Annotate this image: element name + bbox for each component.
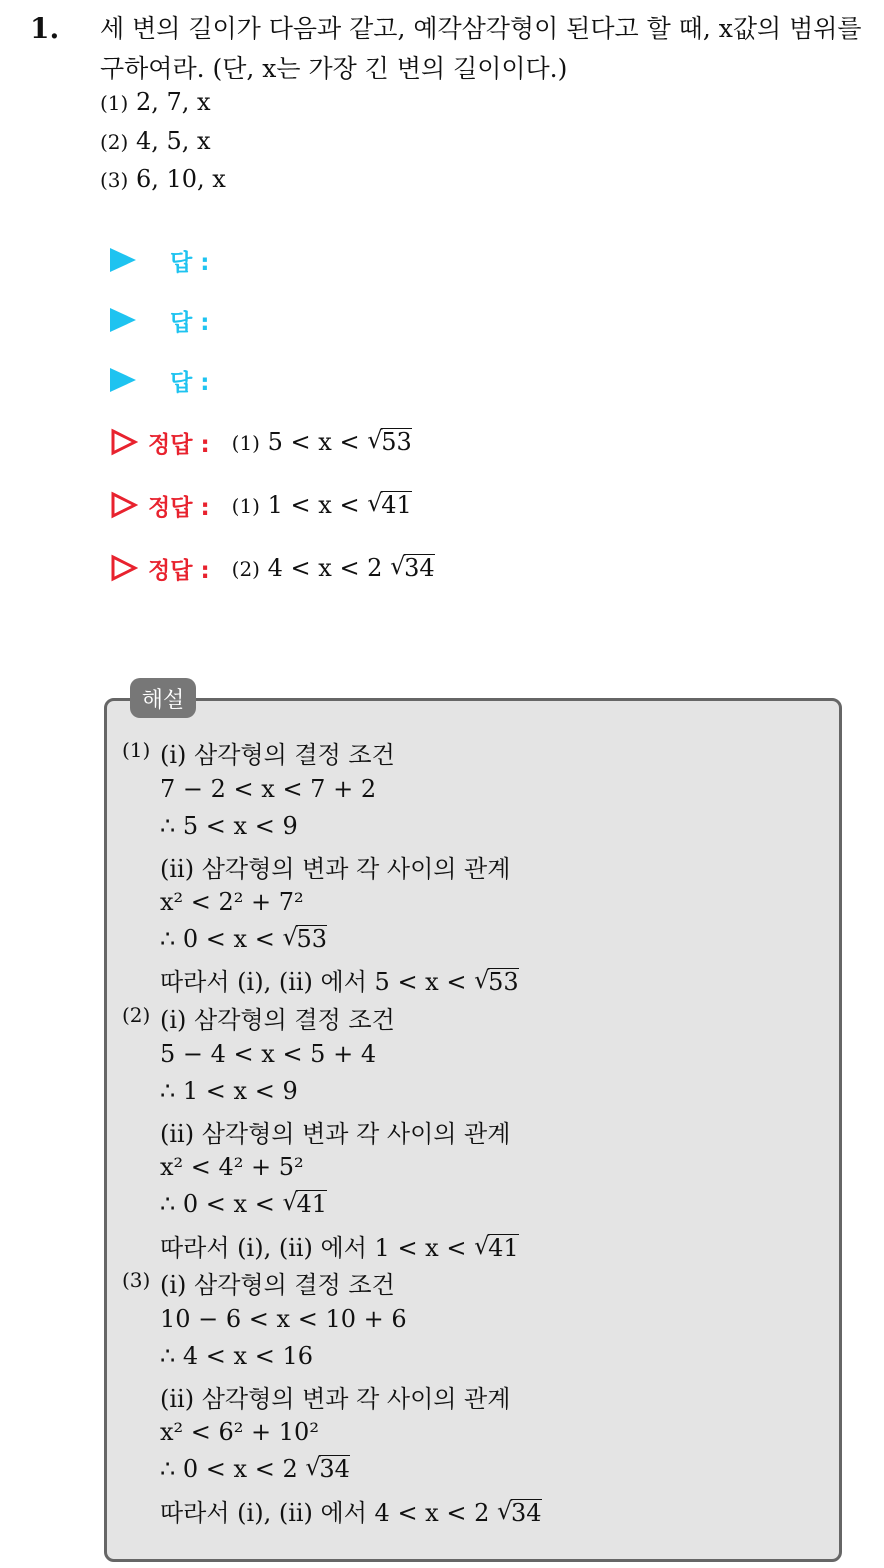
- solution-line: x² < 4² + 5²: [160, 1153, 304, 1181]
- solution-line: (ii) 삼각형의 변과 각 사이의 관계: [160, 1120, 511, 1148]
- solution-line: (i) 삼각형의 결정 조건: [160, 1271, 395, 1299]
- outline-triangle-icon: [110, 491, 138, 519]
- solution-line: 따라서 (i), (ii) 에서 5 < x < √ 53: [160, 962, 519, 997]
- solution-line: 7 − 2 < x < 7 + 2: [160, 775, 377, 803]
- solution-line: (ii) 삼각형의 변과 각 사이의 관계: [160, 1385, 511, 1413]
- question-item-1: (1) 2, 7, x: [100, 88, 211, 116]
- answer-row-2[interactable]: [110, 300, 209, 340]
- solution-line: ∴ 0 < x < √ 41: [160, 1190, 327, 1218]
- solution-line: 5 − 4 < x < 5 + 4: [160, 1040, 377, 1068]
- outline-triangle-icon: [110, 554, 138, 582]
- question-item-3: (3) 6, 10, x: [100, 165, 226, 193]
- solution-line: ∴ 1 < x < 9: [160, 1077, 298, 1105]
- play-triangle-icon: [110, 308, 136, 332]
- solution-line: (i) 삼각형의 결정 조건: [160, 1006, 395, 1034]
- solution-line: 10 − 6 < x < 10 + 6: [160, 1305, 407, 1333]
- solution-part-number: (1): [122, 738, 151, 762]
- answer-label: 답 :: [170, 369, 210, 396]
- answer-label: 답 :: [170, 249, 210, 276]
- correct-answer-2: 정답 : (1) 1 < x < √ 41: [110, 485, 412, 525]
- outline-triangle-icon: [110, 428, 138, 456]
- solution-line: 따라서 (i), (ii) 에서 1 < x < √ 41: [160, 1228, 519, 1263]
- correct-answer-1: 정답 : (1) 5 < x < √ 53: [110, 422, 412, 462]
- play-triangle-icon: [110, 368, 136, 392]
- solution-tag: 해설: [130, 678, 196, 718]
- question-item-2: (2) 4, 5, x: [100, 127, 211, 155]
- solution-part-number: (3): [122, 1268, 151, 1292]
- correct-answer-3: 정답 : (2) 4 < x < 2 √ 34: [110, 548, 435, 588]
- solution-line: ∴ 5 < x < 9: [160, 812, 298, 840]
- play-triangle-icon: [110, 248, 136, 272]
- question-text-line1: 세 변의 길이가 다음과 같고, 예각삼각형이 된다고 할 때, x값의 범위를: [100, 14, 862, 43]
- answer-row-1[interactable]: [110, 240, 209, 280]
- answer-row-3[interactable]: [110, 360, 209, 400]
- solution-part-number: (2): [122, 1003, 151, 1027]
- answer-label: 답 :: [170, 309, 210, 336]
- solution-line: (i) 삼각형의 결정 조건: [160, 741, 395, 769]
- solution-line: ∴ 0 < x < √ 53: [160, 925, 327, 953]
- solution-line: x² < 2² + 7²: [160, 888, 304, 916]
- question-number: 1.: [30, 12, 60, 45]
- question-text-line2: 구하여라. (단, x는 가장 긴 변의 길이이다.): [100, 54, 568, 83]
- solution-line: ∴ 4 < x < 16: [160, 1342, 313, 1370]
- solution-line: ∴ 0 < x < 2 √ 34: [160, 1455, 350, 1483]
- solution-line: x² < 6² + 10²: [160, 1418, 319, 1446]
- solution-line: (ii) 삼각형의 변과 각 사이의 관계: [160, 855, 511, 883]
- solution-line: 따라서 (i), (ii) 에서 4 < x < 2 √ 34: [160, 1493, 542, 1528]
